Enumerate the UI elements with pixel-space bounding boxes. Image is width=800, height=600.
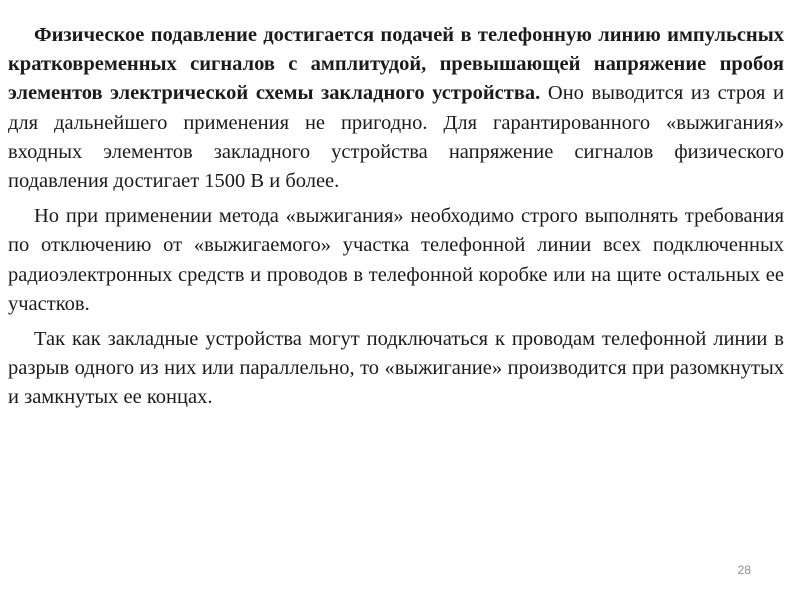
paragraph-1	[8, 21, 784, 196]
body-text	[8, 21, 784, 413]
paragraph-3: Так как закладные устройства могут подключаться к проводам телефонной линии в разрыв одного из них или параллельно, то «выжигание» производится при разомкнутых и замкнутых ее концах.	[8, 328, 784, 409]
paragraph-1-normal-text: Оно выводится из строя и для дальнейшего применения не пригодно. Для гарантированного «выжигания» входных элементов закладного устройства напряжение сигналов физического подавления достигает 1500 В и более.	[8, 82, 784, 193]
paragraph-1-bold-text: Физическое подавление достигается подачей в телефонную линию импульсных кратковременных сигналов с амплитудой, превышающей напряжение пробоя элементов электрической схемы закладного устройства.	[8, 24, 784, 105]
page-number: 28	[737, 563, 751, 577]
paragraph-2: Но при применении метода «выжигания» необходимо строго выполнять требования по отключению от «выжигаемого» участка телефонной линии всех подключенных радиоэлектронных средств и проводов в телефонной коробке или на щите остальных ее участков.	[8, 205, 784, 315]
